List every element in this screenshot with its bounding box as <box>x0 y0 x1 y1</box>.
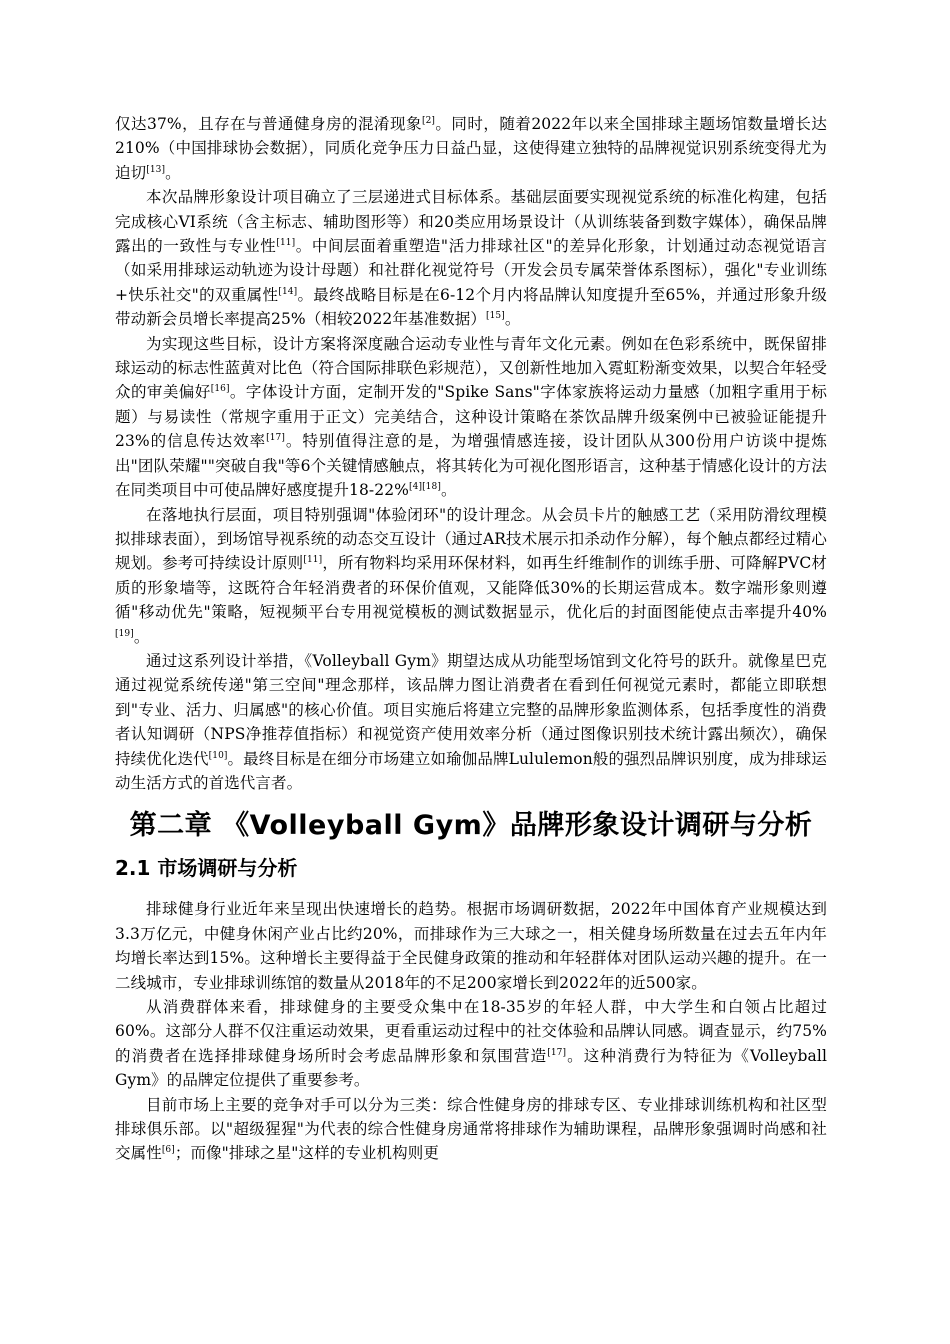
paragraph <box>115 112 827 185</box>
paragraph-text: 从消费群体来看，排球健身的主要受众集中在18-35岁的年轻人群，中大学生和白领占比超过60%。这部分人群不仅注重运动效果，更看重运动过程中的社交体验和品牌认同感。调查显示，约75%的消费者在选择排球健身场所时会考虑品牌形象和氛围营造 <box>115 998 827 1065</box>
paragraph-text: 。 <box>133 627 150 646</box>
paragraph-text: 目前市场上主要的竞争对手可以分为三类：综合性健身房的排球专区、专业排球训练机构和社区型排球俱乐部。以"超级猩猩"为代表的综合性健身房通常将排球作为辅助课程，品牌形象强调时尚感和社交属性 <box>115 1095 827 1163</box>
paragraph <box>115 995 827 1093</box>
paragraph-text: 。这种消费行为特征为《Volleyball Gym》的品牌定位提供了重要参考。 <box>115 1046 827 1090</box>
citation-ref: [10] <box>208 750 228 761</box>
paragraph-text: ，所有物料均采用环保材料，如再生纤维制作的训练手册、可降解PVC材质的形象墙等，这既符合年轻消费者的环保价值观，又能降低30%的长期运营成本。数字端形象则遵循"移动优先"策略，短视频平台专用视觉模板的测试数据显示，优化后的封面图能使点击率提升40% <box>115 554 827 622</box>
document-page <box>115 112 827 1166</box>
paragraph-text: ；而像"排球之星"这样的专业机构则更 <box>174 1144 439 1163</box>
citation-ref: [13] <box>146 164 166 175</box>
paragraph <box>115 1093 827 1166</box>
paragraph <box>115 503 827 649</box>
paragraph-text: 在落地执行层面，项目特别强调"体验闭环"的设计理念。从会员卡片的触感工艺（采用防滑纹理模拟排球表面），到场馆导视系统的动态交互设计（通过AR技术展示扣杀动作分解），每个触点都经过精心规划。参考可持续设计原则 <box>115 505 827 573</box>
paragraph-text: 。 <box>165 163 181 182</box>
paragraph <box>115 897 827 995</box>
citation-ref: [17] <box>266 433 285 444</box>
citation-ref: [11] <box>276 237 296 248</box>
paragraph-text: 。 <box>440 481 457 500</box>
paragraph-text: 。中间层面着重塑造"活力排球社区"的差异化形象，计划通过动态视觉语言（如采用排球运动轨迹为设计母题）和社群化视觉符号（开发会员专属荣誉体系图标），强化"专业训练+快乐社交"的双重属性 <box>115 237 827 304</box>
paragraph-text: 。最终目标是在细分市场建立如瑜伽品牌Lululemon般的强烈品牌识别度，成为排球运动生活方式的首选代言者。 <box>115 749 827 792</box>
citation-ref: [19] <box>115 628 134 639</box>
section-title: 2.1 市场调研与分析 <box>115 856 298 881</box>
citation-ref: [6] <box>161 1145 175 1156</box>
citation-ref: [16] <box>210 384 230 395</box>
paragraph <box>115 332 827 503</box>
paragraph-text: 。同时，随着2022年以来全国排球主题场馆数量增长达210%（中国排球协会数据），同质化竞争压力日益凸显，这使得建立独特的品牌视觉识别系统变得尤为迫切 <box>115 115 827 182</box>
paragraph-text: 为实现这些目标，设计方案将深度融合运动专业性与青年文化元素。例如在色彩系统中，既保留排球运动的标志性蓝黄对比色（符合国际排联色彩规范），又创新性地加入霓虹粉渐变效果，以契合年轻受众的审美偏好 <box>115 334 827 402</box>
paragraph <box>115 649 827 795</box>
paragraph-text: 。 <box>504 310 521 329</box>
paragraph-text: 。最终战略目标是在6-12个月内将品牌认知度提升至65%，并通过形象升级带动新会员增长率提高25%（相较2022年基准数据） <box>115 285 827 329</box>
paragraph <box>115 185 827 331</box>
paragraph-text: 本次品牌形象设计项目确立了三层递进式目标体系。基础层面要实现视觉系统的标准化构建，包括完成核心VI系统（含主标志、辅助图形等）和20类应用场景设计（从训练装备到数字媒体），确保品牌露出的一致性与专业性 <box>115 188 827 256</box>
citation-ref: [4][18] <box>409 481 441 492</box>
citation-ref: [14] <box>278 286 298 297</box>
chapter-title: 第二章 《Volleyball Gym》品牌形象设计调研与分析 <box>129 810 813 842</box>
citation-ref: [15] <box>486 311 505 322</box>
paragraph-text: 。特别值得注意的是，为增强情感连接，设计团队从300份用户访谈中提炼出"团队荣耀""突破自我"等6个关键情感触点，将其转化为可视化图形语言，这种基于情感化设计的方法在同类项目中可使品牌好感度提升18-22% <box>115 432 827 500</box>
paragraph-text: 通过这系列设计举措，《Volleyball Gym》期望达成从功能型场馆到文化符号的跃升。就像星巴克通过视觉系统传递"第三空间"理念那样，该品牌力图让消费者在看到任何视觉元素时，都能立即联想到"专业、活力、归属感"的核心价值。项目实施后将建立完整的品牌形象监测体系，包括季度性的消费者认知调研（NPS净推荐值指标）和视觉资产使用效率分析（通过图像识别技术统计露出频次），确保持续优化迭代 <box>115 651 827 768</box>
section-body <box>115 897 827 1165</box>
paragraph-text: 仅达37%，且存在与普通健身房的混淆现象 <box>115 115 422 133</box>
intro-body <box>115 112 827 795</box>
paragraph-text: 。字体设计方面，定制开发的"Spike Sans"字体家族将运动力量感（加粗字重用于标题）与易读性（常规字重用于正文）完美结合，这种设计策略在茶饮品牌升级案例中已被验证能提升23%的信息传达效率 <box>115 383 827 451</box>
citation-ref: [11] <box>303 555 323 566</box>
citation-ref: [17] <box>547 1047 567 1058</box>
citation-ref: [2] <box>421 115 436 126</box>
paragraph-text: 排球健身行业近年来呈现出快速增长的趋势。根据市场调研数据，2022年中国体育产业规模达到3.3万亿元，中健身休闲产业占比约20%，而排球作为三大球之一，相关健身场所数量在过去五年内年均增长率达到15%。这种增长主要得益于全民健身政策的推动和年轻群体对团队运动兴趣的提升。在一二线城市，专业排球训练馆的数量从2018年的不足200家增长到2022年的近500家。 <box>115 900 827 992</box>
